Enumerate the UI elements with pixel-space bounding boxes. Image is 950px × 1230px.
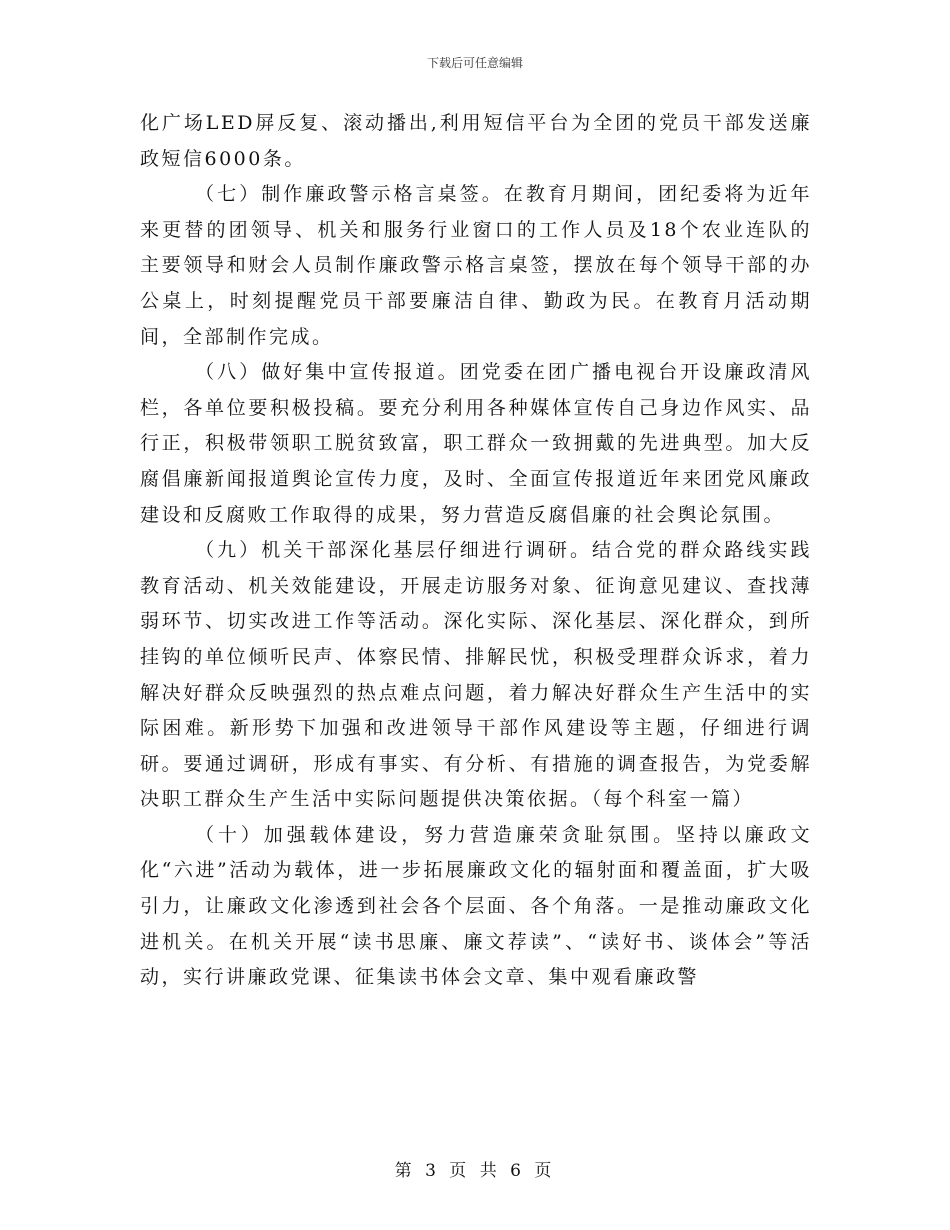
page-header-note: 下载后可任意编辑 xyxy=(426,56,523,70)
paragraph-1: 化广场LED屏反复、滚动播出,利用短信平台为全团的党员干部发送廉政短信6000条。 xyxy=(140,112,812,170)
paragraph-5: （十）加强载体建设，努力营造廉荣贪耻氛围。坚持以廉政文化“六进”活动为载体，进一步拓展廉政文化的辐射面和覆盖面，扩大吸引力，让廉政文化渗透到社会各个层面、各个角落。一是推动廉政文化进机关。在机关开展“读书思廉、廉文荐读”、“读好书、谈体会”等活动，实行讲廉政党课、征集读书体会文章、集中观看廉政警 xyxy=(140,823,812,989)
paragraph-3: （八）做好集中宣传报道。团党委在团广播电视台开设廉政清风栏，各单位要积极投稿。要充分利用各种媒体宣传自己身边作风实、品行正，积极带领职工脱贫致富，职工群众一致拥戴的先进典型。加大反腐倡廉新闻报道舆论宣传力度，及时、全面宣传报道近年来团党风廉政建设和反腐败工作取得的成果，努力营造反腐倡廉的社会舆论氛围。 xyxy=(140,361,812,526)
document-body xyxy=(140,106,812,996)
paragraph-4: （九）机关干部深化基层仔细进行调研。结合党的群众路线实践教育活动、机关效能建设，开展走访服务对象、征询意见建议、查找薄弱环节、切实改进工作等活动。深化实际、深化基层、深化群众，到所挂钩的单位倾听民声、体察民情、排解民忧，积极受理群众诉求，着力解决好群众反映强烈的热点难点问题，着力解决好群众生产生活中的实际困难。新形势下加强和改进领导干部作风建设等主题，仔细进行调研。要通过调研，形成有事实、有分析、有措施的调查报告，为党委解决职工群众生产生活中实际问题提供决策依据。（每个科室一篇） xyxy=(140,539,812,811)
page-number-footer: 第 3 页 共 6 页 xyxy=(394,1161,556,1181)
paragraph-2: （七）制作廉政警示格言桌签。在教育月期间，团纪委将为近年来更替的团领导、机关和服务行业窗口的工作人员及18个农业连队的主要领导和财会人员制作廉政警示格言桌签，摆放在每个领导干部的办公桌上，时刻提醒党员干部要廉洁自律、勤政为民。在教育月活动期间，全部制作完成。 xyxy=(140,183,812,348)
